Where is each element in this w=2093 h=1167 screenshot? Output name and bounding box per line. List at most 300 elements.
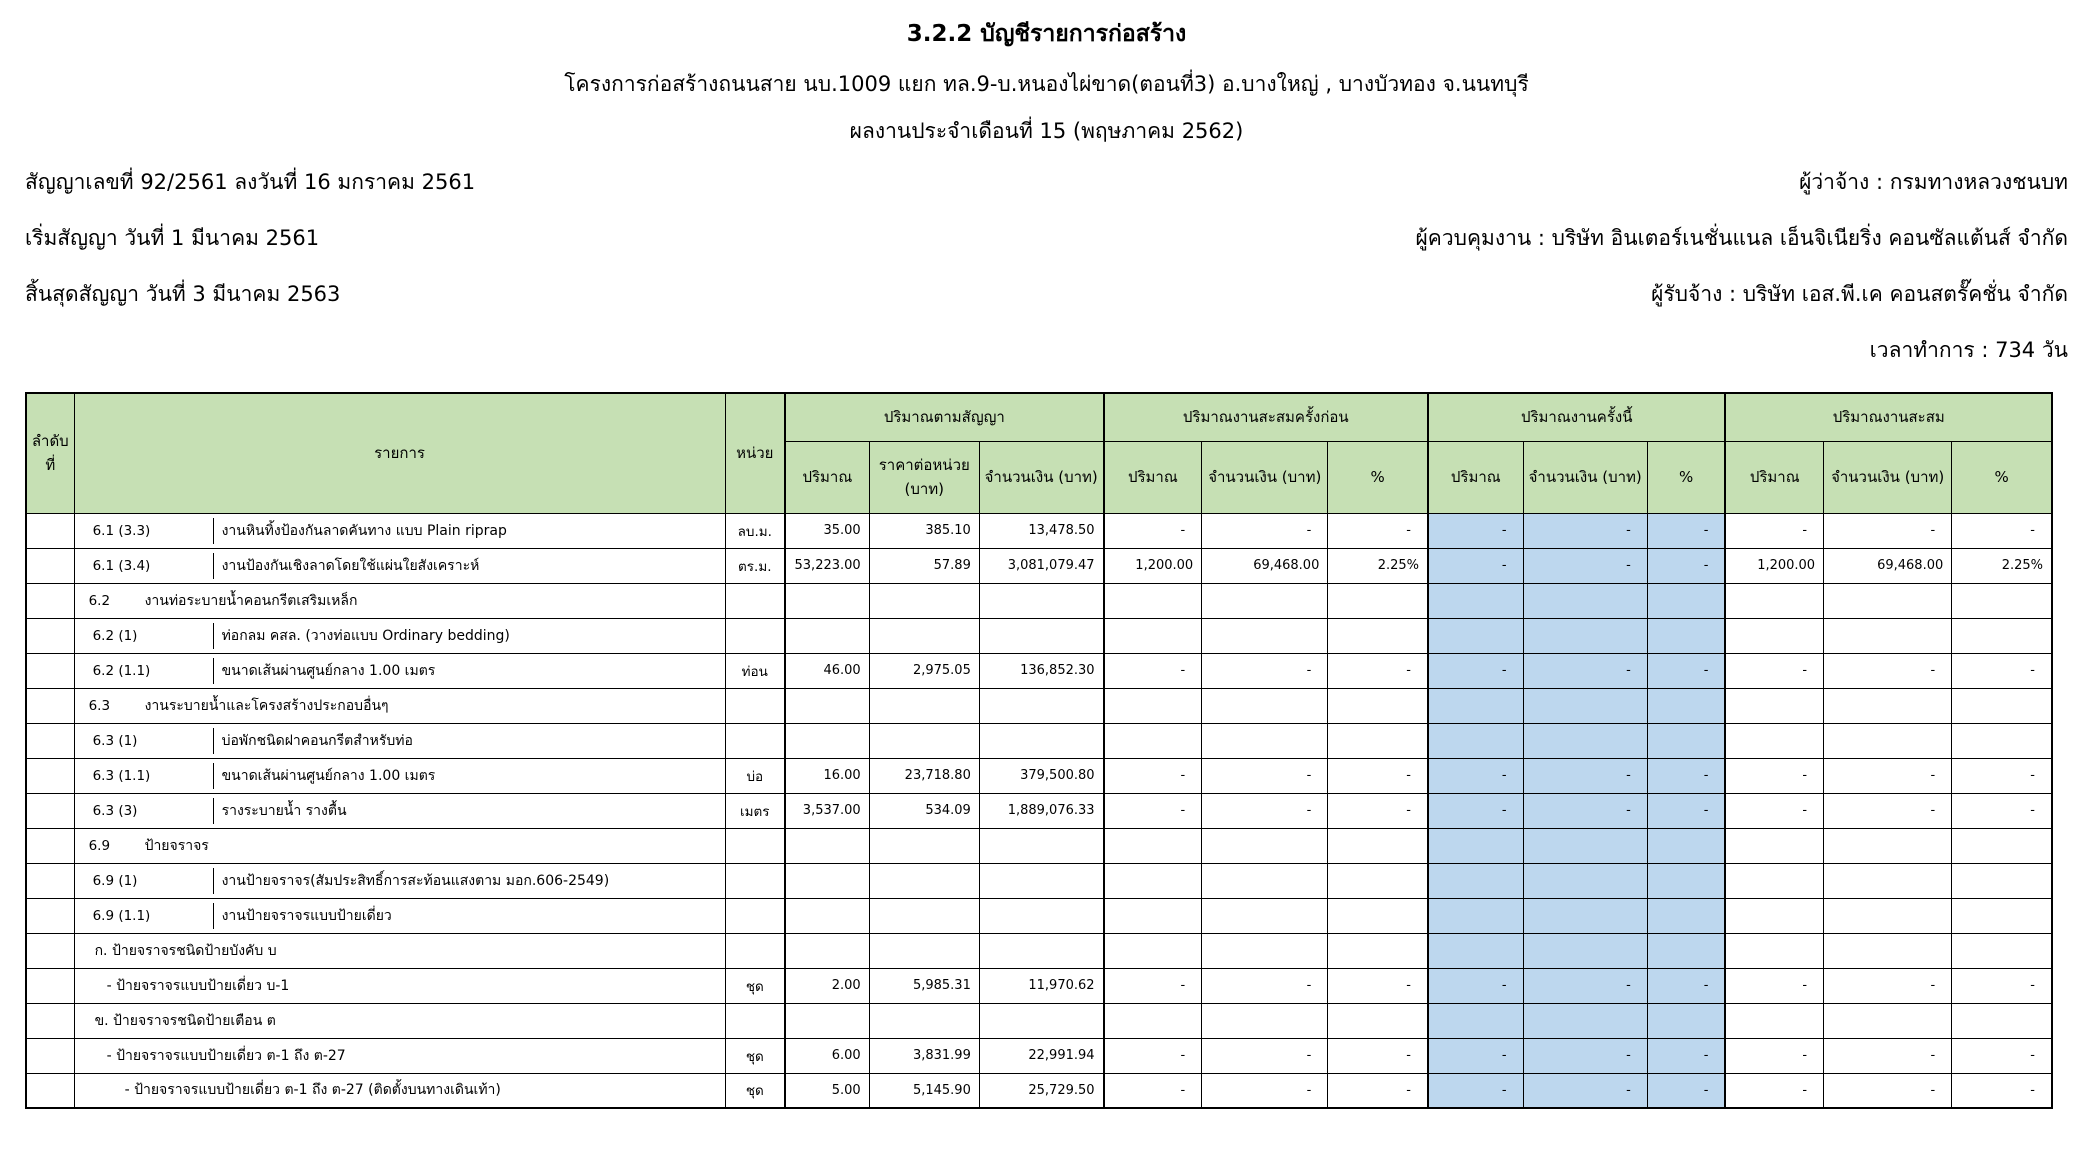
cell-prev-amount [1202,1003,1328,1038]
cell-unit [725,933,785,968]
cell-cum-pct [1952,1003,2052,1038]
table-row [26,863,2052,898]
cell-prev-amount [1202,583,1328,618]
cell-cum-pct [1952,723,2052,758]
header-previous-pct: % [1328,441,1428,513]
cell-cum-qty [1725,933,1823,968]
cell-item [74,688,725,723]
cell-current-amount: - [1523,793,1647,828]
cell-contract-unit-price [869,583,979,618]
cell-unit: ชุด [725,1038,785,1073]
cell-current-qty [1428,863,1523,898]
cell-contract-amount [979,828,1103,863]
cell-unit: ชุด [725,968,785,1003]
header-contract-qty: ปริมาณ [785,441,869,513]
cell-cum-amount [1824,688,1952,723]
cell-cum-pct [1952,933,2052,968]
header-previous-amount: จำนวนเงิน (บาท) [1202,441,1328,513]
cell-item [74,723,725,758]
cell-prev-amount: - [1202,1073,1328,1108]
cell-cum-pct: - [1952,1038,2052,1073]
item-desc: ท่อกลม คสล. (วางท่อแบบ Ordinary bedding) [213,623,725,649]
header-current-pct: % [1647,441,1725,513]
item-code: 6.3 [88,697,111,714]
cell-contract-amount [979,898,1103,933]
cell-cum-qty [1725,583,1823,618]
cell-prev-amount [1202,863,1328,898]
header-group-previous: ปริมาณงานสะสมครั้งก่อน [1104,393,1428,441]
cell-current-pct [1647,898,1725,933]
header-group-current: ปริมาณงานครั้งนี้ [1428,393,1725,441]
cell-unit: เมตร [725,793,785,828]
header-group-cumulative: ปริมาณงานสะสม [1725,393,2052,441]
cell-current-qty [1428,933,1523,968]
cell-no [26,583,74,618]
item-subcode: 6.2 (1) [92,627,138,644]
cell-prev-pct: - [1328,513,1428,548]
cell-cum-pct: - [1952,793,2052,828]
cell-cum-amount [1824,583,1952,618]
cell-contract-qty: 16.00 [785,758,869,793]
cell-unit [725,863,785,898]
cell-contract-amount [979,863,1103,898]
cell-item [74,758,725,793]
cell-prev-qty: - [1104,968,1202,1003]
page-title: 3.2.2 บัญชีรายการก่อสร้าง [906,21,1187,47]
cell-item [74,548,725,583]
cell-no [26,1003,74,1038]
cell-cum-qty [1725,863,1823,898]
cell-contract-amount: 25,729.50 [979,1073,1103,1108]
cell-cum-pct [1952,688,2052,723]
cell-contract-amount [979,583,1103,618]
cell-current-pct [1647,583,1725,618]
cell-unit [725,688,785,723]
cell-no [26,723,74,758]
cell-current-pct: - [1647,968,1725,1003]
table-row [26,513,2052,548]
cell-no [26,618,74,653]
cell-contract-amount [979,688,1103,723]
cell-cum-pct [1952,583,2052,618]
cell-current-qty: - [1428,1073,1523,1108]
cell-unit: ชุด [725,1073,785,1108]
cell-prev-amount: 69,468.00 [1202,548,1328,583]
cell-prev-qty [1104,863,1202,898]
item-desc: รางระบายน้ำ รางตื้น [213,798,725,824]
cell-item [74,863,725,898]
cell-prev-pct [1328,618,1428,653]
project-line: โครงการก่อสร้างถนนสาย นบ.1009 แยก ทล.9-บ.หนองไผ่ขาด(ตอนที่3) อ.บางใหญ่ , บางบัวทอง จ.นนทบุรี [564,72,1529,96]
cell-cum-pct: - [1952,653,2052,688]
table-row [26,583,2052,618]
cell-current-qty [1428,618,1523,653]
cell-prev-pct: - [1328,968,1428,1003]
cell-contract-amount: 11,970.62 [979,968,1103,1003]
contract-end-line: สิ้นสุดสัญญา วันที่ 3 มีนาคม 2563 [25,282,341,306]
cell-prev-pct: 2.25% [1328,548,1428,583]
cell-cum-pct [1952,618,2052,653]
cell-prev-qty: - [1104,758,1202,793]
cell-contract-qty [785,1003,869,1038]
cell-current-qty [1428,723,1523,758]
cell-contract-qty [785,618,869,653]
table-row [26,1003,2052,1038]
cell-cum-qty: 1,200.00 [1725,548,1823,583]
cell-item [74,968,725,1003]
cell-cum-amount [1824,828,1952,863]
table-row [26,898,2052,933]
employer-line: ผู้ว่าจ้าง : กรมทางหลวงชนบท [1799,170,2068,194]
table-row [26,758,2052,793]
cell-no [26,968,74,1003]
cell-cum-qty: - [1725,968,1823,1003]
cell-current-pct [1647,618,1725,653]
cell-cum-qty: - [1725,513,1823,548]
cell-contract-amount: 379,500.80 [979,758,1103,793]
cell-cum-pct: - [1952,513,2052,548]
cell-current-qty [1428,583,1523,618]
cell-contract-qty [785,898,869,933]
cell-current-pct: - [1647,793,1725,828]
cell-prev-pct [1328,1003,1428,1038]
contractor-line: ผู้รับจ้าง : บริษัท เอส.พี.เค คอนสตรั๊คชั่น จำกัด [1651,282,2068,306]
cell-no [26,758,74,793]
item-subcode: 6.9 (1) [92,872,138,889]
item-desc: ป้ายจราจร [144,837,209,854]
cell-cum-amount [1824,723,1952,758]
cell-prev-pct: - [1328,758,1428,793]
cell-cum-qty [1725,723,1823,758]
contract-info [25,166,2068,390]
cell-contract-qty: 3,537.00 [785,793,869,828]
cell-current-pct: - [1647,1073,1725,1108]
cell-cum-pct [1952,898,2052,933]
cell-current-amount: - [1523,1073,1647,1108]
document-header [0,0,2093,390]
header-current-amount: จำนวนเงิน (บาท) [1523,441,1647,513]
cell-current-pct [1647,1003,1725,1038]
cell-item [74,1038,725,1073]
cell-prev-pct [1328,688,1428,723]
cell-cum-amount: 69,468.00 [1824,548,1952,583]
table-row [26,968,2052,1003]
cell-item [74,618,725,653]
cell-prev-amount: - [1202,968,1328,1003]
item-desc: - ป้ายจราจรแบบป้ายเดี่ยว ต-1 ถึง ต-27 [106,1047,346,1064]
header-cumulative-qty: ปริมาณ [1725,441,1823,513]
item-desc: งานป้องกันเชิงลาดโดยใช้แผ่นใยสังเคราะห์ [213,553,725,579]
cell-contract-unit-price [869,618,979,653]
item-desc: งานป้ายจราจร(สัมประสิทธิ์การสะท้อนแสงตาม มอก.606-2549) [213,868,725,894]
cell-current-pct [1647,723,1725,758]
cell-cum-pct: - [1952,968,2052,1003]
cell-prev-pct [1328,828,1428,863]
cell-current-qty: - [1428,968,1523,1003]
cell-prev-qty [1104,1003,1202,1038]
cell-contract-amount [979,1003,1103,1038]
header-no: ลำดับที่ [26,393,74,513]
cell-current-pct: - [1647,758,1725,793]
table-row [26,653,2052,688]
item-subcode: 6.1 (3.4) [92,557,151,574]
cell-cum-pct [1952,863,2052,898]
cell-cum-amount [1824,933,1952,968]
cell-contract-qty [785,863,869,898]
cell-current-pct: - [1647,513,1725,548]
item-subcode: 6.1 (3.3) [92,522,151,539]
cell-unit [725,828,785,863]
cell-prev-pct [1328,583,1428,618]
cell-current-pct [1647,863,1725,898]
item-desc: บ่อพักชนิดฝาคอนกรีตสำหรับท่อ [213,728,725,754]
cell-unit [725,618,785,653]
cell-contract-amount [979,723,1103,758]
supervisor-line: ผู้ควบคุมงาน : บริษัท อินเตอร์เนชั่นแนล เอ็นจิเนียริ่ง คอนซัลแต้นส์ จำกัด [1415,226,2068,250]
cell-prev-qty [1104,898,1202,933]
cell-cum-amount: - [1824,653,1952,688]
cell-prev-qty: 1,200.00 [1104,548,1202,583]
cell-cum-qty: - [1725,1073,1823,1108]
item-desc: - ป้ายจราจรแบบป้ายเดี่ยว ต-1 ถึง ต-27 (ติดตั้งบนทางเดินเท้า) [124,1082,501,1099]
table-row [26,933,2052,968]
cell-contract-qty [785,933,869,968]
cell-current-amount: - [1523,513,1647,548]
cell-current-pct [1647,688,1725,723]
cell-cum-amount [1824,863,1952,898]
cell-cum-amount: - [1824,758,1952,793]
header-previous-qty: ปริมาณ [1104,441,1202,513]
cell-cum-qty [1725,688,1823,723]
header-current-qty: ปริมาณ [1428,441,1523,513]
cell-current-pct: - [1647,653,1725,688]
header-cumulative-pct: % [1952,441,2052,513]
cell-item [74,933,725,968]
cell-current-qty: - [1428,548,1523,583]
item-desc: งานหินทิ้งป้องกันลาดคันทาง แบบ Plain riprap [213,518,725,544]
cell-contract-unit-price: 2,975.05 [869,653,979,688]
cell-no [26,653,74,688]
cell-item [74,828,725,863]
cell-contract-qty: 5.00 [785,1073,869,1108]
cell-no [26,793,74,828]
item-subcode: 6.3 (1) [92,732,138,749]
cell-cum-amount: - [1824,1038,1952,1073]
item-subcode: 6.3 (3) [92,802,138,819]
cell-no [26,1073,74,1108]
header-contract-unit-price: ราคาต่อหน่วย (บาท) [869,441,979,513]
cell-unit [725,723,785,758]
cell-current-amount: - [1523,758,1647,793]
table-row [26,1073,2052,1108]
cell-contract-unit-price: 5,145.90 [869,1073,979,1108]
item-desc: งานท่อระบายน้ำคอนกรีตเสริมเหล็ก [144,592,358,609]
cell-contract-qty: 2.00 [785,968,869,1003]
cell-prev-amount: - [1202,513,1328,548]
contract-info-right [1415,166,2068,390]
cell-contract-qty: 35.00 [785,513,869,548]
cell-contract-amount [979,618,1103,653]
header-cumulative-amount: จำนวนเงิน (บาท) [1824,441,1952,513]
item-code: 6.9 [88,837,111,854]
cell-prev-qty: - [1104,1073,1202,1108]
header-contract-amount: จำนวนเงิน (บาท) [979,441,1103,513]
cell-no [26,933,74,968]
cell-cum-amount: - [1824,513,1952,548]
item-desc: ก. ป้ายจราจรชนิดป้ายบังคับ บ [94,942,277,959]
header-group-contract: ปริมาณตามสัญญา [785,393,1103,441]
cell-prev-pct: - [1328,653,1428,688]
cell-current-pct: - [1647,548,1725,583]
cell-current-qty [1428,1003,1523,1038]
cell-prev-qty [1104,583,1202,618]
contract-info-left [25,166,475,390]
cell-unit [725,1003,785,1038]
cell-prev-amount: - [1202,653,1328,688]
cell-current-qty: - [1428,758,1523,793]
cell-cum-amount: - [1824,1073,1952,1108]
table-body [26,513,2052,1108]
cell-current-qty [1428,898,1523,933]
cell-current-amount [1523,828,1647,863]
cell-prev-qty [1104,723,1202,758]
cell-prev-pct [1328,898,1428,933]
cell-prev-amount [1202,898,1328,933]
cell-item [74,1003,725,1038]
item-desc: ขนาดเส้นผ่านศูนย์กลาง 1.00 เมตร [213,658,725,684]
cell-current-pct [1647,828,1725,863]
cell-cum-amount [1824,1003,1952,1038]
table-row [26,723,2052,758]
cell-unit: บ่อ [725,758,785,793]
cell-contract-qty [785,688,869,723]
cell-contract-amount: 3,081,079.47 [979,548,1103,583]
cell-contract-unit-price: 23,718.80 [869,758,979,793]
cell-contract-qty: 46.00 [785,653,869,688]
cell-no [26,863,74,898]
contract-number-line: สัญญาเลขที่ 92/2561 ลงวันที่ 16 มกราคม 2561 [25,170,476,194]
item-subcode: 6.3 (1.1) [92,767,151,784]
cell-cum-pct: - [1952,1073,2052,1108]
cell-prev-pct [1328,863,1428,898]
cell-prev-qty [1104,828,1202,863]
cell-current-pct [1647,933,1725,968]
cell-prev-amount [1202,723,1328,758]
cell-contract-unit-price: 534.09 [869,793,979,828]
table-row [26,793,2052,828]
cell-no [26,1038,74,1073]
header-unit: หน่วย [725,393,785,513]
cell-cum-qty: - [1725,1038,1823,1073]
cell-cum-pct: 2.25% [1952,548,2052,583]
cell-cum-qty: - [1725,653,1823,688]
cell-prev-pct: - [1328,1073,1428,1108]
cell-prev-qty [1104,688,1202,723]
item-desc: - ป้ายจราจรแบบป้ายเดี่ยว บ-1 [106,977,290,994]
table-row [26,1038,2052,1073]
cell-current-qty: - [1428,1038,1523,1073]
cell-current-amount [1523,933,1647,968]
cell-prev-amount [1202,828,1328,863]
item-subcode: 6.2 (1.1) [92,662,151,679]
cell-contract-amount [979,933,1103,968]
cell-unit: ท่อน [725,653,785,688]
cell-unit: ลบ.ม. [725,513,785,548]
cell-item [74,1073,725,1108]
cell-prev-qty: - [1104,1038,1202,1073]
cell-current-amount: - [1523,548,1647,583]
item-desc: ข. ป้ายจราจรชนิดป้ายเตือน ต [94,1012,276,1029]
cell-contract-amount: 13,478.50 [979,513,1103,548]
cell-current-amount [1523,688,1647,723]
cell-prev-qty [1104,933,1202,968]
cell-contract-amount: 136,852.30 [979,653,1103,688]
cell-item [74,583,725,618]
cell-prev-amount [1202,933,1328,968]
cell-item [74,653,725,688]
cell-no [26,688,74,723]
cell-prev-qty: - [1104,793,1202,828]
cell-prev-amount [1202,618,1328,653]
cell-no [26,513,74,548]
cell-contract-unit-price [869,723,979,758]
cell-cum-pct: - [1952,758,2052,793]
cell-prev-qty: - [1104,653,1202,688]
item-code: 6.2 [88,592,111,609]
cell-cum-amount: - [1824,793,1952,828]
cell-cum-qty: - [1725,793,1823,828]
cell-contract-amount: 1,889,076.33 [979,793,1103,828]
cell-contract-unit-price: 57.89 [869,548,979,583]
cell-current-qty [1428,688,1523,723]
cell-no [26,548,74,583]
cell-current-amount: - [1523,653,1647,688]
cell-contract-unit-price [869,828,979,863]
cell-current-amount: - [1523,968,1647,1003]
cell-prev-amount: - [1202,1038,1328,1073]
cell-prev-qty [1104,618,1202,653]
cell-contract-unit-price [869,1003,979,1038]
cell-item [74,898,725,933]
cell-cum-pct [1952,828,2052,863]
item-desc: งานระบายน้ำและโครงสร้างประกอบอื่นๆ [144,697,389,714]
period-line: ผลงานประจำเดือนที่ 15 (พฤษภาคม 2562) [849,119,1244,143]
cell-prev-qty: - [1104,513,1202,548]
cell-current-amount [1523,863,1647,898]
cell-current-pct: - [1647,1038,1725,1073]
table-row [26,618,2052,653]
cell-prev-amount: - [1202,758,1328,793]
cell-unit [725,898,785,933]
cell-cum-qty [1725,618,1823,653]
cell-prev-amount [1202,688,1328,723]
cell-cum-qty [1725,828,1823,863]
cell-contract-unit-price: 5,985.31 [869,968,979,1003]
cell-current-amount: - [1523,1038,1647,1073]
cell-prev-pct: - [1328,1038,1428,1073]
cell-contract-qty [785,723,869,758]
cell-prev-pct: - [1328,793,1428,828]
cell-cum-amount [1824,618,1952,653]
cell-no [26,898,74,933]
table-row [26,688,2052,723]
duration-line: เวลาทำการ : 734 วัน [1869,338,2068,362]
cell-cum-qty [1725,898,1823,933]
item-desc: ขนาดเส้นผ่านศูนย์กลาง 1.00 เมตร [213,763,725,789]
cell-contract-unit-price [869,898,979,933]
cell-contract-unit-price [869,933,979,968]
header-item: รายการ [74,393,725,513]
